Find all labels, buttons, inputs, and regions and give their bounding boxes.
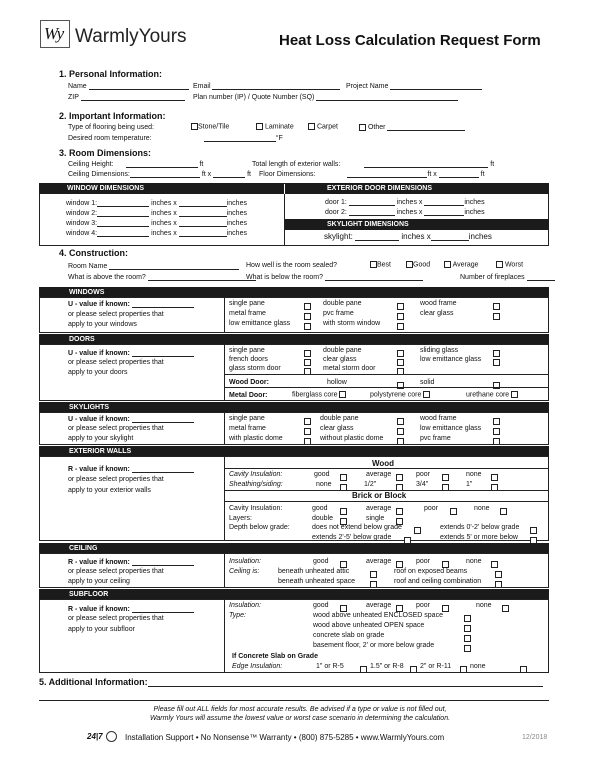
option-label: low emittance glass	[229, 320, 291, 327]
cavity-insulation-label: Cavity Insulation:	[229, 471, 283, 478]
option-label: glass storm door	[229, 365, 281, 372]
edge-option: 1" or R-5	[316, 663, 344, 670]
ceiling-insulation-option: good	[313, 558, 329, 565]
window-3-row[interactable]: window 3: inches x inches	[66, 220, 247, 227]
option-label: with storm window	[323, 320, 381, 327]
brick-cavity-option: good	[312, 505, 328, 512]
exterior-walls-field[interactable]: Total length of exterior walls: ft	[252, 161, 495, 168]
ceiling-is-option: beneath unheated space	[278, 578, 356, 585]
door-1-row[interactable]: door 1: inches x inches	[325, 199, 485, 206]
window-dims-header: WINDOW DIMENSIONS	[39, 183, 284, 194]
brick-option: double	[312, 515, 334, 522]
subfloor-insulation-checkbox[interactable]	[442, 601, 449, 617]
subfloor-insulation-label: Insulation:	[229, 602, 261, 609]
option-label: without plastic dome	[320, 435, 384, 442]
option-label: pvc frame	[420, 435, 451, 442]
brick-option: does not extend below grade	[312, 524, 402, 531]
project-name-label: Project Name	[346, 83, 389, 90]
brick-option: single	[366, 515, 385, 522]
window-1-row[interactable]: window 1: inches x inches	[66, 200, 247, 207]
footer-support-line: Installation Support • No Nonsense™ Warranty • (800) 875-5285 • www.WarmlyYours.com	[125, 733, 445, 742]
zip-field[interactable]	[68, 93, 185, 101]
section-important-heading: 2. Important Information:	[59, 111, 166, 121]
flooring-label: Type of flooring being used:	[68, 124, 155, 131]
sheathing-checkbox[interactable]	[442, 480, 449, 496]
ceiling-is-option: roof and ceiling combination	[394, 578, 482, 585]
ceiling-select-text: or please select properties that	[68, 568, 164, 575]
plan-number-label: Plan number (IP) / Quote Number (SQ)	[193, 94, 315, 101]
wood-wall-heading: Wood	[372, 459, 395, 468]
subfloor-select-text: or please select properties that	[68, 615, 164, 622]
skylight-row[interactable]: skylight: inches x inches	[324, 232, 492, 241]
clock-icon	[106, 731, 117, 742]
seal-worst-option[interactable]: Worst	[496, 261, 523, 268]
brick-checkbox[interactable]	[414, 523, 421, 539]
option-label: low emittance glass	[420, 356, 482, 363]
edge-checkbox[interactable]	[520, 662, 527, 678]
doors-header: DOORS	[39, 334, 549, 344]
edge-checkbox[interactable]	[360, 662, 367, 678]
ceiling-dims-field[interactable]: Ceiling Dimensions: ft x ft	[68, 171, 251, 178]
option-label: french doors	[229, 356, 268, 363]
seal-good-option[interactable]: Good	[406, 261, 430, 268]
doors-select-text: or please select properties that	[68, 359, 164, 366]
brick-cavity-option: average	[366, 505, 392, 512]
option-label: single pane	[229, 347, 265, 354]
windows-select-text: or please select properties that	[68, 311, 164, 318]
option-checkbox[interactable]	[397, 319, 404, 335]
flooring-laminate-option[interactable]: Laminate	[256, 123, 294, 130]
option-label: clear glass	[320, 425, 354, 432]
subfloor-insulation-option: poor	[416, 602, 431, 609]
brand-name: WarmlyYours	[75, 26, 187, 47]
plan-number-field[interactable]	[193, 93, 458, 101]
above-room-field[interactable]: What is above the room?	[68, 273, 256, 281]
wood-door-label: Wood Door:	[229, 379, 269, 386]
skylights-select-text: or please select properties that	[68, 425, 164, 432]
metal-door-label: Metal Door:	[229, 392, 268, 399]
subfloor-header: SUBFLOOR	[39, 589, 549, 599]
sheathing-option: none	[316, 481, 332, 488]
room-name-field[interactable]: Room Name	[68, 262, 239, 270]
brick-cavity-option: none	[474, 505, 490, 512]
windows-header: WINDOWS	[39, 287, 549, 297]
edge-option: 1.5" or R-8	[370, 663, 404, 670]
doors-u-value-field[interactable]: U - value if known:	[68, 349, 194, 357]
floor-dims-field[interactable]: Floor Dimensions: ft x ft	[259, 171, 485, 178]
cavity-option: good	[314, 471, 330, 478]
sheathing-option: 3/4"	[416, 481, 429, 488]
fireplaces-field[interactable]: Number of fireplaces	[460, 273, 555, 281]
metal-urethane-option[interactable]: urethane core	[466, 391, 518, 398]
cavity-option: none	[466, 471, 482, 478]
ceiling-is-option: roof on exposed beams	[394, 568, 468, 575]
logo-mark: Wy	[40, 20, 70, 48]
option-label: wood frame	[420, 415, 457, 422]
skylights-apply-text: apply to your skylight	[68, 435, 134, 442]
subfloor-type-checkbox[interactable]	[464, 641, 471, 657]
ceiling-header: CEILING	[39, 543, 549, 553]
footer-note-1: Please fill out ALL fields for most accurate results. Be advised if a type or value is not filled out,	[153, 706, 447, 713]
flooring-other-option[interactable]: Other	[359, 123, 465, 131]
cavity-option: poor	[416, 471, 431, 478]
email-label: Email	[193, 83, 211, 90]
room-temp-field[interactable]: Desired room temperature: °F	[68, 135, 283, 142]
option-label: double pane	[323, 347, 362, 354]
subfloor-type-option: concrete slab on grade	[313, 632, 385, 639]
email-field[interactable]	[193, 82, 340, 90]
ceiling-apply-text: apply to your ceiling	[68, 578, 130, 585]
option-label: clear glass	[323, 356, 357, 363]
cavity-option: average	[366, 471, 392, 478]
subfloor-r-value-field[interactable]: R - value if known:	[68, 605, 194, 613]
subfloor-insulation-option: none	[476, 602, 492, 609]
option-checkbox[interactable]	[493, 355, 500, 371]
room-sealed-question: How well is the room sealed?	[246, 262, 338, 269]
subfloor-type-option: wood above unheated ENCLOSED space	[313, 612, 443, 619]
ceiling-is-option: beneath unheated attic	[278, 568, 350, 575]
option-label: single pane	[229, 415, 265, 422]
brick-cavity-checkbox[interactable]	[500, 504, 507, 520]
sheathing-checkbox[interactable]	[491, 480, 498, 496]
sheathing-option: 1/2"	[364, 481, 377, 488]
brick-option: extends 5' or more below	[440, 534, 518, 541]
doors-apply-text: apply to your doors	[68, 369, 128, 376]
option-label: metal frame	[229, 310, 266, 317]
flooring-stone-option[interactable]: Stone/Tile	[191, 123, 229, 130]
subfloor-type-label: Type:	[229, 612, 246, 619]
ceiling-insulation-option: none	[466, 558, 482, 565]
subfloor-insulation-checkbox[interactable]	[502, 601, 509, 617]
additional-info-field[interactable]: 5. Additional Information:	[39, 678, 543, 687]
windows-u-value-field[interactable]: U - value if known:	[68, 300, 194, 308]
windows-apply-text: apply to your windows	[68, 321, 137, 328]
ceiling-r-value-field[interactable]: R - value if known:	[68, 558, 194, 566]
skylights-u-value-field[interactable]: U - value if known:	[68, 415, 194, 423]
option-label: metal frame	[229, 425, 266, 432]
option-checkbox[interactable]	[493, 309, 500, 325]
ceiling-insulation-option: poor	[416, 558, 431, 565]
brick-option: extends 0'-2' below grade	[440, 524, 520, 531]
section-room-dims-heading: 3. Room Dimensions:	[59, 148, 152, 158]
brick-cavity-checkbox[interactable]	[450, 504, 457, 520]
window-2-row[interactable]: window 2: inches x inches	[66, 210, 247, 217]
option-label: metal storm door	[323, 365, 376, 372]
window-4-row[interactable]: window 4: inches x inches	[66, 230, 247, 237]
option-label: clear glass	[420, 310, 454, 317]
option-checkbox[interactable]	[304, 364, 311, 380]
door-2-row[interactable]: door 2: inches x inches	[325, 209, 485, 216]
subfloor-insulation-option: average	[366, 602, 392, 609]
option-label: pvc frame	[323, 310, 354, 317]
edge-checkbox[interactable]	[460, 662, 467, 678]
edge-insulation-label: Edge Insulation:	[232, 663, 283, 670]
name-label: Name	[68, 83, 87, 90]
depth-label: Depth below grade:	[229, 524, 290, 531]
option-label: sliding glass	[420, 347, 459, 354]
walls-apply-text: apply to your exterior walls	[68, 487, 151, 494]
form-title: Heat Loss Calculation Request Form	[279, 32, 541, 49]
option-label: wood frame	[420, 300, 457, 307]
brick-block-heading: Brick or Block	[352, 491, 407, 500]
section-personal-heading: 1. Personal Information:	[59, 69, 163, 79]
metal-polystyrene-option[interactable]: polystyrene core	[370, 391, 430, 398]
skylight-dims-header: SKYLIGHT DIMENSIONS	[285, 219, 549, 230]
footer-note-2: Warmly Yours will assume the lowest value or worst case scenario in determining the calculation.	[149, 715, 451, 722]
concrete-slab-heading: If Concrete Slab on Grade	[232, 653, 318, 660]
subfloor-insulation-option: good	[313, 602, 329, 609]
edge-checkbox[interactable]	[410, 662, 417, 678]
wood-door-solid[interactable]: solid	[420, 379, 435, 386]
brick-cavity-label: Cavity Insulation:	[229, 505, 283, 512]
edge-option: 2" or R-11	[420, 663, 452, 670]
ceiling-height-field[interactable]: Ceiling Height: ft	[68, 161, 204, 168]
project-name-field[interactable]	[346, 82, 482, 90]
ceiling-is-label: Ceiling is:	[229, 568, 260, 575]
seal-best-option[interactable]: Best	[370, 261, 391, 268]
walls-select-text: or please select properties that	[68, 476, 164, 483]
option-label: double pane	[320, 415, 359, 422]
sheathing-label: Sheathing/siding:	[229, 481, 283, 488]
exterior-walls-header: EXTERIOR WALLS	[39, 446, 549, 456]
option-label: with plastic dome	[229, 435, 283, 442]
ceiling-insulation-option: average	[366, 558, 392, 565]
zip-label: ZIP	[68, 94, 79, 101]
layers-label: Layers:	[229, 515, 252, 522]
skylights-header: SKYLIGHTS	[39, 402, 549, 412]
flooring-carpet-option[interactable]: Carpet	[308, 123, 338, 130]
door-dims-header: EXTERIOR DOOR DIMENSIONS	[285, 183, 549, 194]
option-label: low emittance glass	[420, 425, 482, 432]
section-construction-heading: 4. Construction:	[59, 248, 128, 258]
brick-cavity-option: poor	[424, 505, 439, 512]
subfloor-type-option: basement floor, 2' or more below grade	[313, 642, 435, 649]
ceiling-insulation-label: Insulation:	[229, 558, 261, 565]
seal-average-option[interactable]: Average	[444, 261, 479, 268]
option-label: double pane	[323, 300, 362, 307]
support-badge-icon: 24|7	[87, 732, 103, 741]
edge-option: none	[470, 663, 486, 670]
form-date: 12/2018	[522, 734, 548, 741]
subfloor-apply-text: apply to your subfloor	[68, 626, 135, 633]
option-label: single pane	[229, 300, 265, 307]
walls-r-value-field[interactable]: R - value if known:	[68, 465, 194, 473]
name-field[interactable]	[68, 82, 189, 90]
brick-option: extends 2'-5' below grade	[312, 534, 392, 541]
sheathing-option: 1"	[466, 481, 473, 488]
sheathing-checkbox[interactable]	[340, 480, 347, 496]
below-room-field[interactable]: What is below the room?	[246, 273, 423, 281]
option-checkbox[interactable]	[304, 319, 311, 335]
metal-fiberglass-option[interactable]: fiberglass core	[292, 391, 346, 398]
wood-door-hollow[interactable]: hollow	[327, 379, 347, 386]
subfloor-type-option: wood above unheated OPEN space	[313, 622, 425, 629]
